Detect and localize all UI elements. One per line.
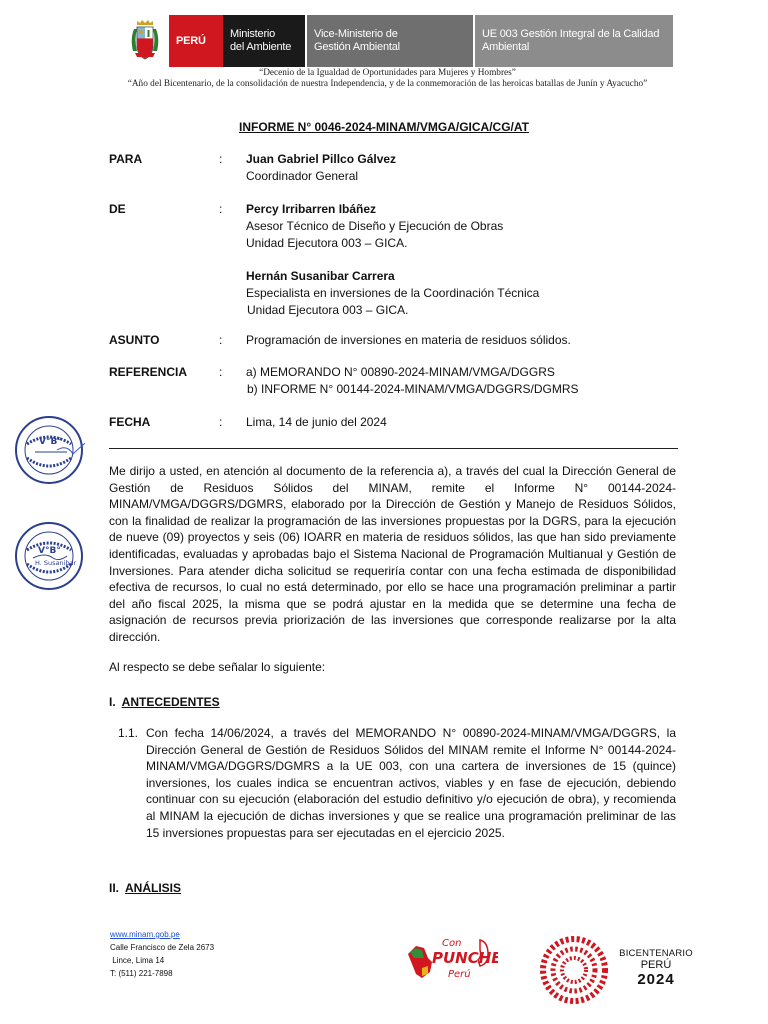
field-asunto-colon: : (219, 333, 223, 347)
field-de-label: DE (109, 202, 126, 216)
de-person1-unit: Unidad Ejecutora 003 – GICA. (246, 236, 408, 250)
footer-phone: T: (511) 221-7898 (110, 969, 173, 978)
stamp-vb-text: V°B° (38, 546, 61, 556)
stamp-vb-text: V°B° (39, 437, 62, 447)
section-title: ANÁLISIS (125, 881, 182, 895)
peru-coat-of-arms-icon (121, 15, 169, 67)
footer-website-link[interactable]: www.minam.gob.pe (110, 930, 180, 939)
logo-peru-text: Perú (448, 969, 471, 980)
header-ministry-line1: Ministerio (230, 28, 276, 40)
logo-con-text: Con (442, 938, 462, 949)
de-person2-role: Especialista en inversiones de la Coordinación Técnica (246, 286, 540, 300)
item-number: 1.1. (118, 726, 139, 740)
bicentenario-line3: 2024 (637, 971, 675, 988)
header-ministry (223, 15, 305, 67)
header-unit-line1: UE 003 Gestión Integral de la Calidad (482, 28, 660, 40)
section-number: I. (109, 695, 116, 709)
header-vice-ministry-line1: Vice-Ministerio de (314, 28, 398, 40)
footer-address-line1: Calle Francisco de Zela 2673 (110, 943, 215, 952)
field-fecha-colon: : (219, 415, 223, 429)
field-para-colon: : (219, 152, 223, 166)
de-person2-name: Hernán Susanibar Carrera (246, 269, 395, 283)
header-vice-ministry (307, 15, 473, 67)
report-title: INFORME N° 0046-2024-MINAM/VMGA/GICA/CG/AT (239, 120, 529, 134)
field-referencia-value (246, 364, 579, 398)
decenio-line1: “Decenio de la Igualdad de Oportunidades para Mujeres y Hombres” (259, 68, 516, 78)
decenio-text (110, 68, 665, 90)
field-de-colon: : (219, 202, 223, 216)
referencia-a: a) MEMORANDO N° 00890-2024-MINAM/VMGA/DGGRS (246, 365, 555, 379)
de-person1-name: Percy Irribarren Ibáñez (246, 202, 377, 216)
para-name: Juan Gabriel Pillco Gálvez (246, 152, 397, 166)
field-para-value (246, 151, 396, 185)
body-paragraph-1: Me dirijo a usted, en atención al documento de la referencia a), a través del cual la Dirección General de Gestión de Residuos Sólidos del MINAM, remite el Informe N° 00144-2024-MINAM/VMGA/DGGRS/DGMRS, elaborado por la Dirección de Gestión y Manejo de Residuos Sólidos, con la finalidad de realizar la programación de las inversiones propuestas por la DGRS, para la ejecución de nueve (09) proyectos y seis (06) IOARR en materia de residuos sólidos, las que han sido previamente identificadas, evaluadas y aprobadas bajo el Sistema Nacional de Programación Multianual y Gestión de Inversiones. Para atender dicha solicitud se requeriría contar con una fecha estimada de disponibilidad efectiva de recursos, lo cual no está determinado, por ello se hace una programación preliminar a partir del año fiscal 2025, la misma que se podrá ajustar en la medida que se determine una fecha de asignación de recursos previa priorización de las inversiones que corresponde realizarse por la alta dirección. (109, 464, 676, 644)
bicentenario-line2: PERÚ (640, 959, 672, 971)
field-asunto-label: ASUNTO (109, 333, 160, 347)
bicentenario-line1: BICENTENARIO (619, 948, 693, 959)
section-antecedentes-heading (109, 695, 220, 709)
decenio-line2: “Año del Bicentenario, de la consolidación de nuestra Independencia, y de la conmemoración de las heroicas batallas de Junín y Ayacucho” (127, 79, 648, 89)
con-punche-peru-logo (402, 932, 498, 992)
referencia-b: b) INFORME N° 00144-2024-MINAM/VMGA/DGGRS/DGMRS (247, 382, 579, 396)
header-divider (109, 448, 678, 449)
approval-stamp-icon (13, 414, 85, 486)
header-vice-ministry-line2: Gestión Ambiental (314, 41, 400, 53)
fecha-value: Lima, 14 de junio del 2024 (246, 415, 387, 429)
asunto-value: Programación de inversiones en materia de residuos sólidos. (246, 333, 571, 347)
field-para-label: PARA (109, 152, 143, 166)
footer-contact (110, 928, 214, 980)
header-unit-line2: Ambiental (482, 41, 530, 53)
section-title: ANTECEDENTES (121, 695, 220, 709)
header-unit (475, 15, 673, 67)
approval-stamp-icon (13, 520, 85, 592)
bicentenario-rosette-icon (538, 934, 610, 1006)
field-referencia-label: REFERENCIA (109, 365, 188, 379)
logo-punche-text: PUNCHE (432, 949, 498, 967)
footer-address-line2: Lince, Lima 14 (110, 956, 165, 965)
body-paragraph-2: Al respecto se debe señalar lo siguiente: (109, 660, 326, 674)
header-ministry-line2: del Ambiente (230, 41, 292, 53)
stamp-name-text: H. Susanibar (35, 559, 77, 567)
field-referencia-colon: : (219, 365, 223, 379)
ministry-header (121, 15, 673, 67)
header-peru-label: PERÚ (176, 34, 206, 47)
section-analisis-heading (109, 881, 181, 895)
field-de-value (246, 201, 539, 319)
item-text: Con fecha 14/06/2024, a través del MEMORANDO N° 00890-2024-MINAM/VMGA/DGGRS, la Dirección General de Gestión de Residuos Sólidos del MINAM remite el Informe N° 00144-2024- MINAM/VMGA/DGGRS/DGMRS a la UE 003, con una cartera de inversiones de 15 (quince) inversiones, los cuales indica se encuentran activos, viables y en fase de ejecución, debiendo continuar con su ejecución (elaboración del estudio definitivo y/o ejecución de obra), y recomienda al MINAM la ejecución de dichas inversiones y que se realice una programación preliminar de las 15 inversiones propuestas para ser ejecutadas en el ejercicio 2025. (146, 726, 676, 840)
field-fecha-label: FECHA (109, 415, 151, 429)
section-number: II. (109, 881, 120, 895)
de-person2-unit: Unidad Ejecutora 003 – GICA. (247, 303, 409, 317)
de-person1-role: Asesor Técnico de Diseño y Ejecución de Obras (246, 219, 504, 233)
bicentenario-logo (538, 934, 694, 1004)
para-role: Coordinador General (246, 169, 359, 183)
bicentenario-text (616, 948, 696, 988)
header-peru (169, 15, 223, 67)
